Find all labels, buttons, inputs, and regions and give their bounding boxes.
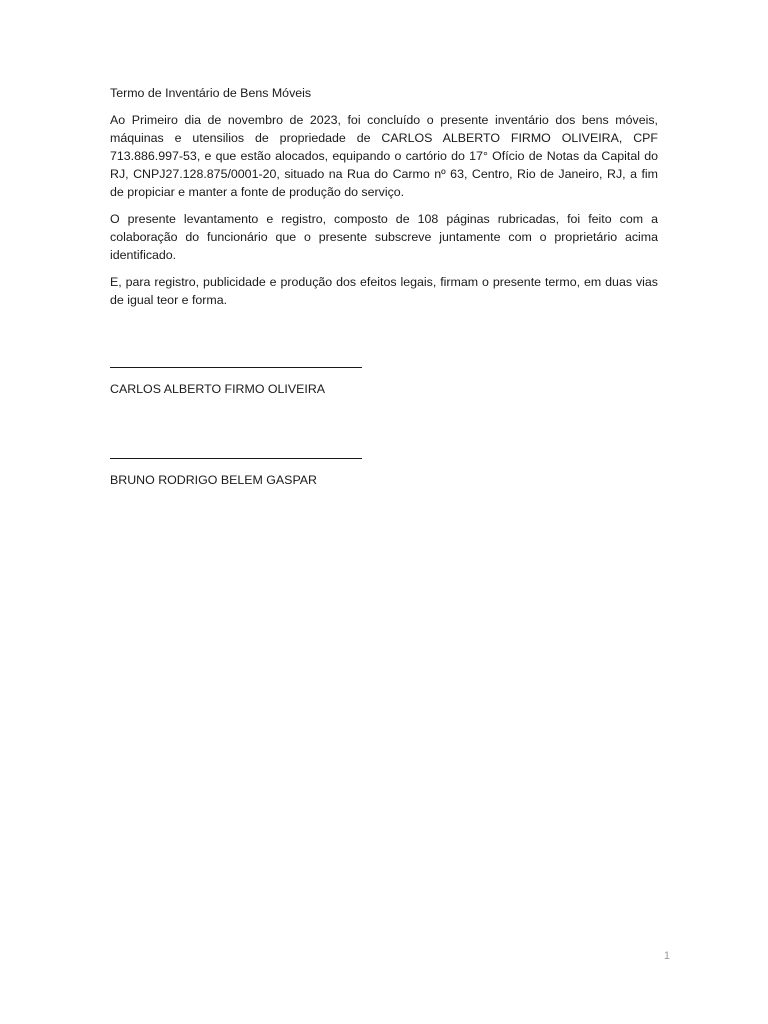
signature-line [110, 458, 362, 459]
document-title: Termo de Inventário de Bens Móveis [110, 86, 312, 100]
signatory-name: BRUNO RODRIGO BELEM GASPAR [110, 473, 318, 487]
signature-block-owner [110, 367, 410, 398]
page-number: 1 [663, 950, 670, 962]
signature-line [110, 367, 362, 368]
signature-block-employee [110, 458, 410, 489]
document-body [110, 84, 658, 318]
paragraph-survey-details: O presente levantamento e registro, composto de 108 páginas rubricadas, foi feito com a colaboração do funcionário que o presente subscreve juntamente com o proprietário acima identificado. [110, 212, 658, 262]
paragraph-inventory-statement: Ao Primeiro dia de novembro de 2023, foi concluído o presente inventário dos bens móveis, máquinas e utensilios de propriedade de CARLOS ALBERTO FIRMO OLIVEIRA, CPF 713.886.997-53, e que estão alocados, equipando o cartório do 17° Ofício de Notas da Capital do RJ, CNPJ27.128.875/0001-20, situado na Rua do Carmo nº 63, Centro, Rio de Janeiro, RJ, a fim de propiciar e manter a fonte de produção do serviço. [110, 113, 658, 199]
paragraph-legal-effects: E, para registro, publicidade e produção dos efeitos legais, firmam o presente termo, em duas vias de igual teor e forma. [110, 275, 658, 307]
signatory-name: CARLOS ALBERTO FIRMO OLIVEIRA [110, 382, 326, 396]
